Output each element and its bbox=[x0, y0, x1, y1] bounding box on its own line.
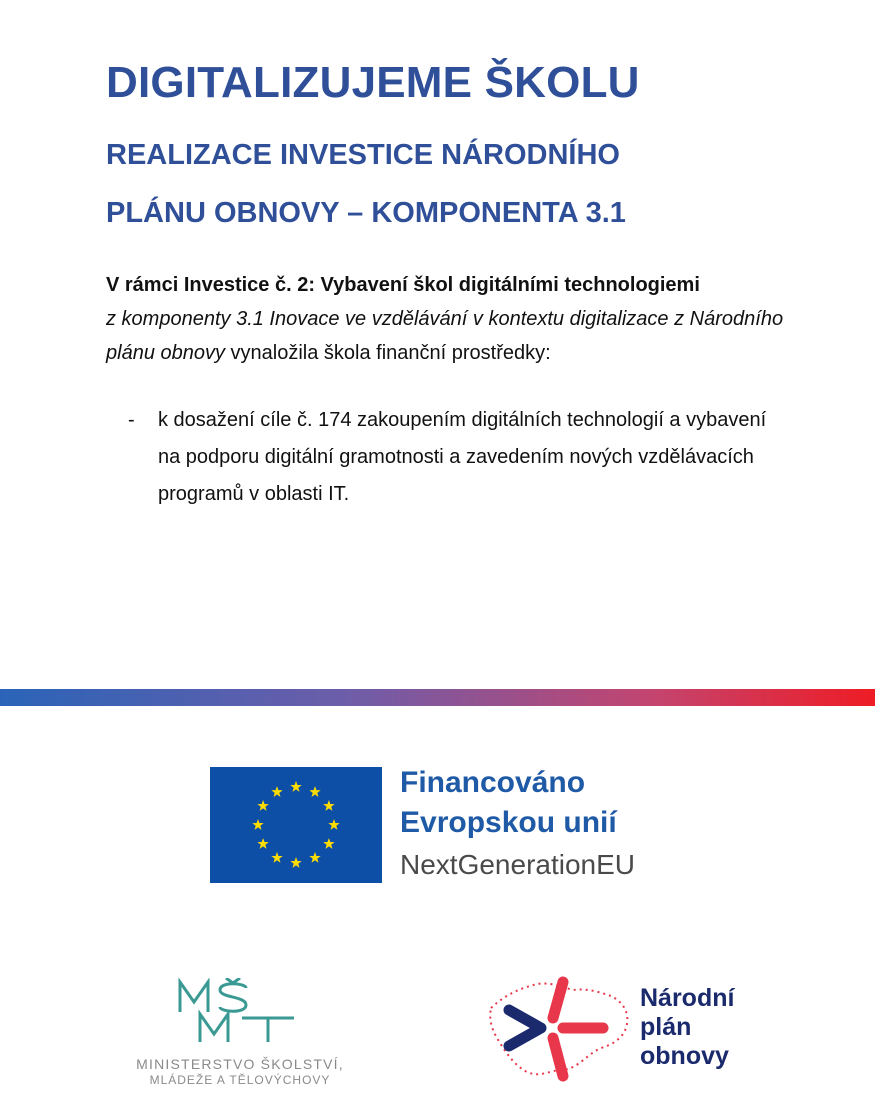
msmt-line-1: MINISTERSTVO ŠKOLSTVÍ, bbox=[136, 1056, 344, 1072]
npo-wordmark bbox=[640, 984, 734, 1071]
subtitle-line-2: PLÁNU OBNOVY – KOMPONENTA 3.1 bbox=[106, 197, 626, 229]
intro-paragraph bbox=[106, 268, 806, 370]
bullet-text: k dosažení cíle č. 174 zakoupením digitálních technologií a vybavení na podporu digitální gramotnosti a zavedením nových vzdělávacích programů v oblasti IT. bbox=[158, 409, 767, 505]
intro-bold-text: V rámci Investice č. 2: Vybavení škol digitálními technologiemi bbox=[106, 274, 700, 296]
msmt-name bbox=[110, 1056, 370, 1088]
intro-italic-text: z komponenty 3.1 Inovace ve vzdělávání v kontextu digitalizace z Národního plánu obnovy bbox=[106, 308, 784, 364]
npo-logo-icon bbox=[487, 968, 635, 1090]
msmt-logo-icon bbox=[176, 978, 298, 1046]
npo-line-obnovy: obnovy bbox=[640, 1042, 729, 1070]
eu-flag-icon bbox=[210, 767, 382, 883]
eu-line-evropskou-unii: Evropskou unií bbox=[400, 806, 617, 839]
npo-line-plan: plán bbox=[640, 1013, 692, 1041]
intro-rest-text: vynaložila škola finanční prostředky: bbox=[224, 342, 551, 364]
msmt-line-2: MLÁDEŽE A TĚLOVÝCHOVY bbox=[149, 1073, 331, 1087]
eu-line-nextgeneration: NextGenerationEU bbox=[400, 849, 636, 880]
eu-line-financovano: Financováno bbox=[400, 766, 586, 799]
gradient-divider bbox=[0, 689, 875, 706]
subtitle-line-1: REALIZACE INVESTICE NÁRODNÍHO bbox=[106, 139, 620, 171]
page-title: DIGITALIZUJEME ŠKOLU bbox=[106, 58, 640, 107]
npo-line-narodni: Národní bbox=[640, 984, 735, 1012]
bullet-item bbox=[128, 402, 788, 513]
eu-funding-text bbox=[400, 763, 635, 887]
bullet-marker: - bbox=[128, 409, 135, 431]
